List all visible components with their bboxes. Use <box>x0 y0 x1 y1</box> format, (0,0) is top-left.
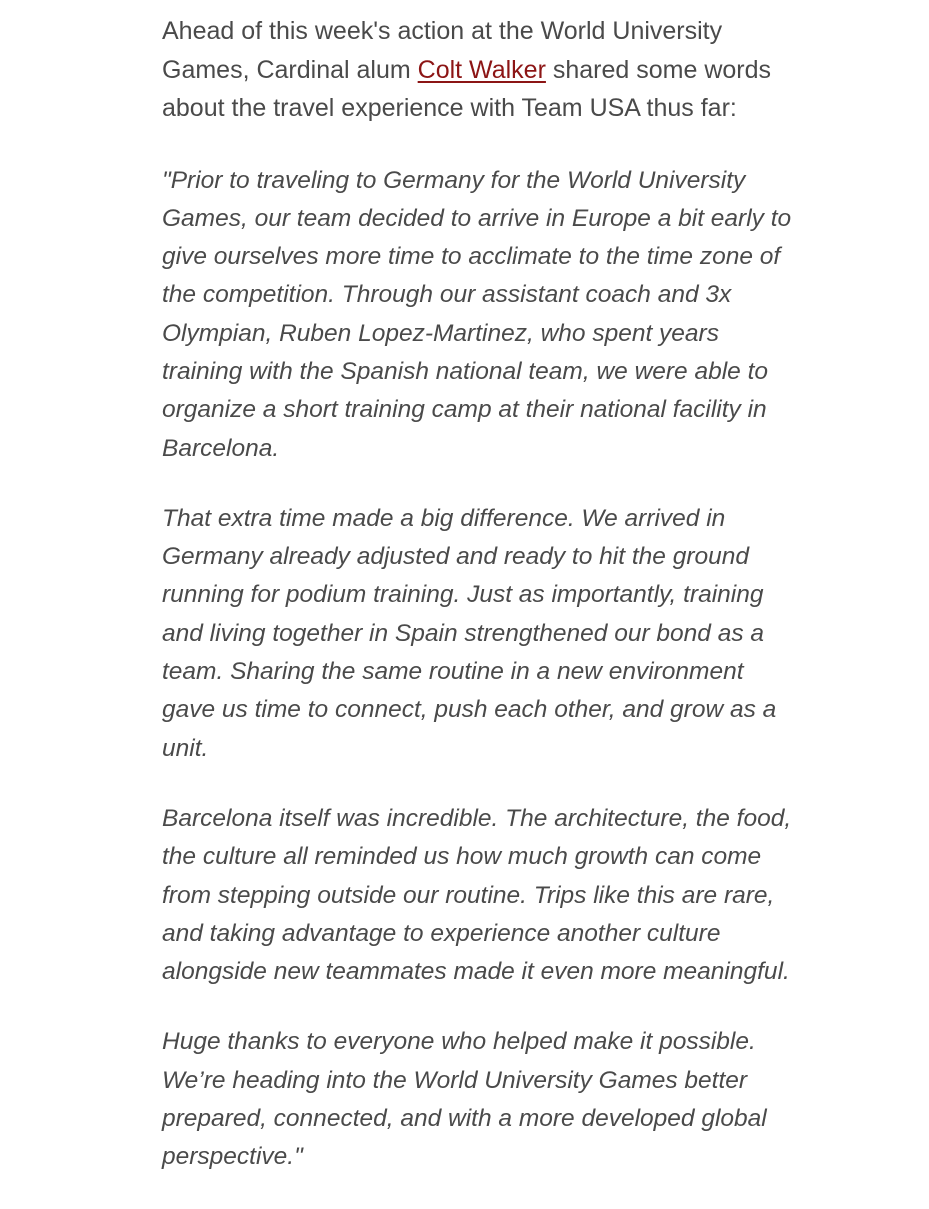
quote-paragraph-3: Barcelona itself was incredible. The architecture, the food, the culture all reminded us how much growth can come from stepping outside our routine. Trips like this are rare, and taking advantage to experience another culture alongside new teammates made it even more meaningful. <box>162 804 792 986</box>
intro-paragraph <box>162 12 802 128</box>
colt-walker-link[interactable]: Colt Walker <box>417 55 546 84</box>
intro-text-before: Ahead of this week's action at the World University Games, Cardinal alum <box>162 17 723 84</box>
quote-paragraph-2: That extra time made a big difference. We arrived in Germany already adjusted and ready to hit the ground running for podium training. Just as importantly, training and living together in Spain strengthened our bond as a team. Sharing the same routine in a new environment gave us time to connect, push each other, and grow as a unit. <box>162 504 777 762</box>
article-body <box>162 12 802 1209</box>
intro-text-after: shared some words about the travel experience with Team USA thus far: <box>162 55 772 122</box>
quote-block <box>162 162 802 1177</box>
quote-paragraph-4: Huge thanks to everyone who helped make it possible. We’re heading into the World University Games better prepared, connected, and with a more developed global perspective." <box>162 1028 767 1171</box>
quote-paragraph-1: "Prior to traveling to Germany for the World University Games, our team decided to arrive in Europe a bit early to give ourselves more time to acclimate to the time zone of the competition. Through our assistant coach and 3x Olympian, Ruben Lopez-Martinez, who spent years training with the Spanish national team, we were able to organize a short training camp at their national facility in Barcelona. <box>162 166 792 462</box>
